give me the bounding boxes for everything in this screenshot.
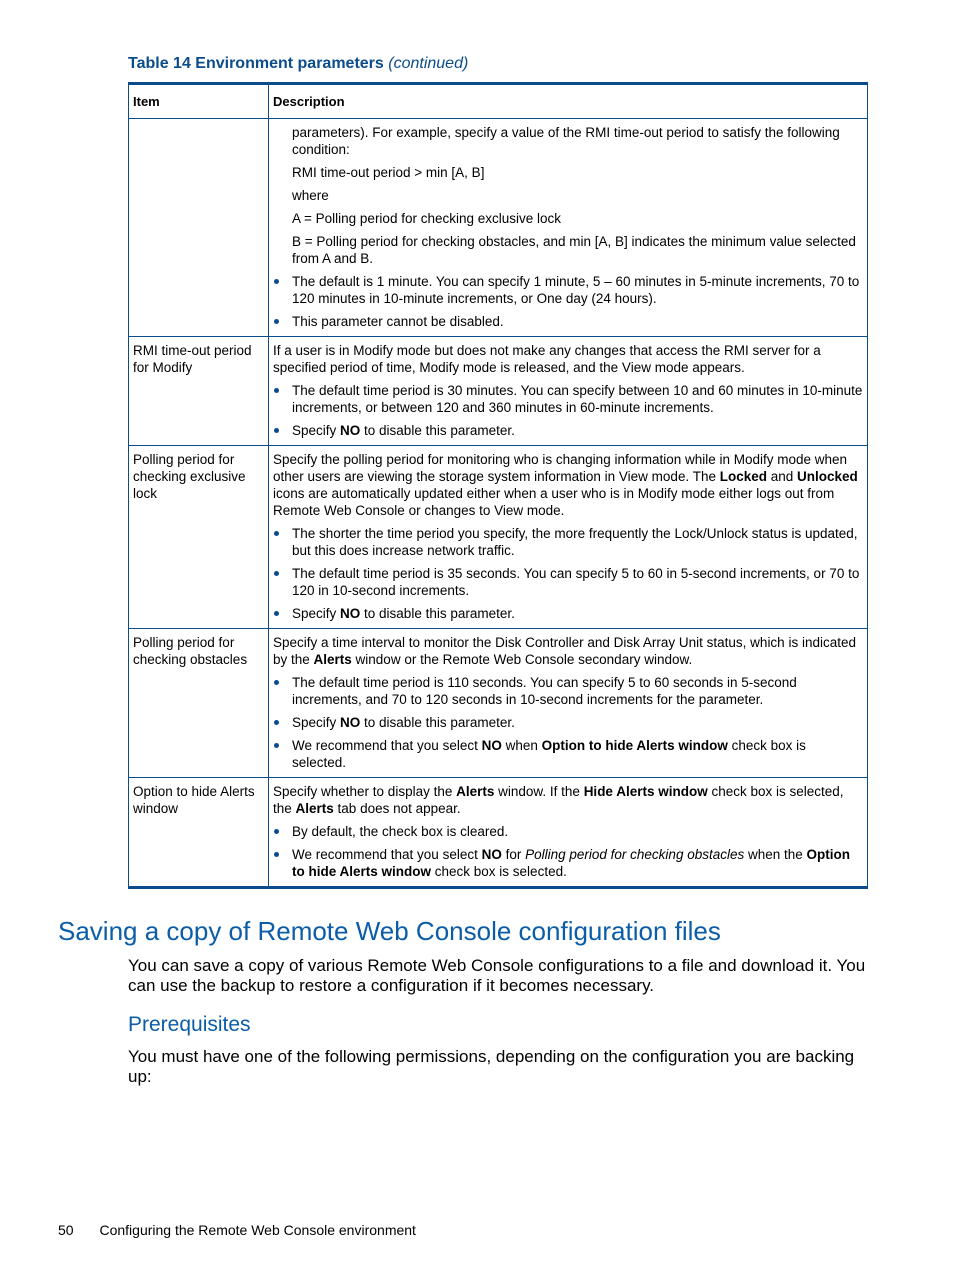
bullet-icon [274, 743, 279, 748]
page-number: 50 [58, 1222, 74, 1238]
section-heading: Saving a copy of Remote Web Console configuration files [58, 916, 721, 946]
list-item: The default time period is 35 seconds. You can specify 5 to 60 in 5-second increments, or 70 to 120 in 10-second increments. [273, 565, 863, 599]
bullet-icon [274, 571, 279, 576]
row-description: Specify a time interval to monitor the Disk Controller and Disk Array Unit status, which is indicated by the Alerts window or the Remote Web Console secondary window. The default time period is 110 seconds. You can specify 5 to 60 seconds in 5-second increments, and 70 to 120 seconds in 10-second increments for the parameter. Specify NO to disable this parameter. We recommend that you select NO when Option to hide Alerts window check box is selected. [269, 629, 868, 778]
table-caption: Table 14 Environment parameters (continued) [128, 55, 469, 72]
row-description: parameters). For example, specify a value of the RMI time-out period to satisfy the following condition: RMI time-out period > min [A, B] where A = Polling period for checking exclusive lock B = Polling period for checking obstacles, and min [A, B] indicates the minimum value selected from A and B. The default is 1 minute. You can specify 1 minute, 5 – 60 minutes in 5-minute increments, 70 to 120 minutes in 10-minute increments, or One day (24 hours). This parameter cannot be disabled. [269, 119, 868, 337]
row-description: Specify whether to display the Alerts window. If the Hide Alerts window check box is selected, the Alerts tab does not appear. By default, the check box is cleared. We recommend that you select NO for Polling period for checking obstacles when the Option to hide Alerts window check box is selected. [269, 778, 868, 888]
row-description: If a user is in Modify mode but does not make any changes that access the RMI server for a specified period of time, Modify mode is released, and the View mode appears. The default time period is 30 minutes. You can specify between 10 and 60 minutes in 10-minute increments, or between 120 and 360 minutes in 60-minute increments. Specify NO to disable this parameter. [269, 337, 868, 446]
bullet-icon [274, 388, 279, 393]
table-row [129, 629, 868, 778]
bullet-icon [274, 720, 279, 725]
column-header-item: Item [129, 84, 269, 119]
bullet-list [273, 823, 863, 880]
table-header-row [129, 84, 868, 119]
table-row [129, 337, 868, 446]
subsection-heading-prerequisites: Prerequisites [128, 1013, 251, 1036]
list-item: We recommend that you select NO when Option to hide Alerts window check box is selected. [273, 737, 863, 771]
bullet-list [273, 382, 863, 439]
row-item: Option to hide Alerts window [129, 778, 269, 888]
bullet-icon [274, 611, 279, 616]
bullet-icon [274, 279, 279, 284]
list-item: We recommend that you select NO for Polling period for checking obstacles when the Option to hide Alerts window check box is selected. [273, 846, 863, 880]
page-footer [58, 1222, 416, 1238]
row-item: RMI time-out period for Modify [129, 337, 269, 446]
list-item: The shorter the time period you specify, the more frequently the Lock/Unlock status is updated, but this does increase network traffic. [273, 525, 863, 559]
prerequisites-paragraph: You must have one of the following permissions, depending on the configuration you are backing up: [128, 1047, 855, 1086]
row-description: Specify the polling period for monitoring who is changing information while in Modify mode when other users are viewing the storage system information in View mode. The Locked and Unlocked icons are automatically updated either when a user who is in Modify mode either logs out from Remote Web Console or changes to View mode. The shorter the time period you specify, the more frequently the Lock/Unlock status is updated, but this does increase network traffic. The default time period is 35 seconds. You can specify 5 to 60 in 5-second increments, or 70 to 120 in 10-second increments. Specify NO to disable this parameter. [269, 446, 868, 629]
chapter-title: Configuring the Remote Web Console environment [99, 1222, 416, 1238]
bullet-icon [274, 829, 279, 834]
row-item: Polling period for checking exclusive lock [129, 446, 269, 629]
list-item: This parameter cannot be disabled. [273, 313, 863, 330]
environment-parameters-table [128, 82, 868, 889]
row-item [129, 119, 269, 337]
list-item: By default, the check box is cleared. [273, 823, 863, 840]
list-item: Specify NO to disable this parameter. [273, 605, 863, 622]
bullet-list [273, 525, 863, 622]
list-item: Specify NO to disable this parameter. [273, 714, 863, 731]
table-row [129, 778, 868, 888]
section-paragraph: You can save a copy of various Remote Web Console configurations to a file and download it. You can use the backup to restore a configuration if it becomes necessary. [128, 956, 866, 995]
list-item: The default time period is 110 seconds. You can specify 5 to 60 seconds in 5-second increments, and 70 to 120 seconds in 10-second increments for the parameter. [273, 674, 863, 708]
bullet-list [273, 674, 863, 771]
bullet-icon [274, 852, 279, 857]
table-row [129, 119, 868, 337]
table-row [129, 446, 868, 629]
list-item: The default is 1 minute. You can specify 1 minute, 5 – 60 minutes in 5-minute increments, 70 to 120 minutes in 10-minute increments, or One day (24 hours). [273, 273, 863, 307]
bullet-icon [274, 319, 279, 324]
bullet-icon [274, 531, 279, 536]
bullet-icon [274, 680, 279, 685]
bullet-list [273, 273, 863, 330]
list-item: The default time period is 30 minutes. You can specify between 10 and 60 minutes in 10-minute increments, or between 120 and 360 minutes in 60-minute increments. [273, 382, 863, 416]
row-item: Polling period for checking obstacles [129, 629, 269, 778]
list-item: Specify NO to disable this parameter. [273, 422, 863, 439]
bullet-icon [274, 428, 279, 433]
column-header-description: Description [269, 84, 868, 119]
